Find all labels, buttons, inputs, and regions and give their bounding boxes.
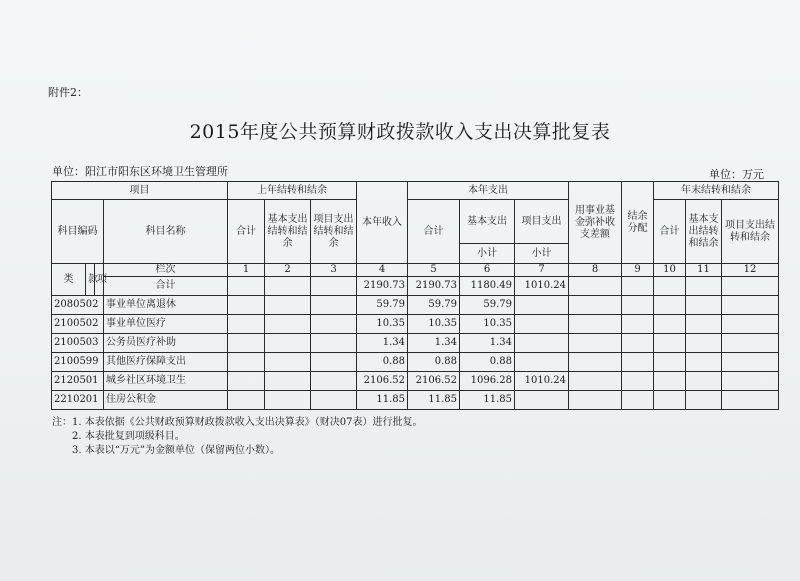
header-prev-year: 上年结转和结余 [228,182,357,200]
table-cell [228,372,265,391]
page-title: 2015年度公共预算财政拨款收入支出决算批复表 [189,121,611,143]
subject-code: 2210201 [52,391,104,410]
table-row [52,296,779,315]
table-cell [569,391,622,410]
table-cell: 1180.49 [460,277,515,296]
approval-table [51,181,779,410]
table-row [52,315,779,334]
table-cell: 1010.24 [515,372,569,391]
subject-name: 其他医疗保障支出 [104,353,228,372]
header-prev-project: 项目支出结转和结余 [311,200,357,264]
table-cell [722,296,779,315]
table-cell [722,372,779,391]
table-cell: 10.35 [357,315,408,334]
header-end-basic: 基本支出结转和结余 [686,200,722,264]
table-cell [228,296,265,315]
table-cell [654,296,686,315]
header-exp-total: 合计 [408,200,460,264]
table-cell: 2106.52 [408,372,460,391]
header-year-end: 年末结转和结余 [654,182,779,200]
table-row [52,391,779,410]
table-cell [686,296,722,315]
header-project-exp: 项目支出 [515,200,569,244]
header-surplus: 结余分配 [622,182,654,264]
table-cell [654,353,686,372]
table-cell [228,353,265,372]
table-cell [722,315,779,334]
table-cell [622,334,654,353]
header-name: 科目名称 [104,200,228,264]
header-income: 本年收入 [357,182,408,264]
table-cell [515,315,569,334]
table-cell [722,353,779,372]
subject-code: 2100503 [52,334,104,353]
col-number: 6 [460,264,515,277]
subject-name: 事业单位离退休 [104,296,228,315]
table-cell [686,315,722,334]
header-col-no: 栏次 [104,264,228,277]
table-cell [622,353,654,372]
table-cell [622,372,654,391]
table-cell [622,296,654,315]
table-cell: 10.35 [408,315,460,334]
table-cell [654,315,686,334]
table-cell [654,372,686,391]
table-cell: 2106.52 [357,372,408,391]
table-cell: 1.34 [357,334,408,353]
table-cell [622,277,654,296]
table-cell [265,353,311,372]
table-cell: 10.35 [460,315,515,334]
note-line: 注：1. 本表依据《公共财政预算财政拨款收入支出决算表》（财决07表）进行批复。 [52,417,423,428]
header-prev-total: 合计 [228,200,265,264]
notes-block [52,416,422,458]
table-cell [228,315,265,334]
table-cell [686,353,722,372]
col-number: 9 [622,264,654,277]
unit-currency: 单位：万元 [709,168,764,181]
table-cell [311,353,357,372]
table-cell [228,334,265,353]
note-line: 3. 本表以“万元”为金额单位（保留两位小数）。 [72,445,280,456]
col-number: 3 [311,264,357,277]
header-end-total: 合计 [654,200,686,264]
table-cell [228,277,265,296]
table-cell [654,334,686,353]
subject-name: 住房公积金 [104,391,228,410]
header-item: 项目 [52,182,228,200]
attachment-label: 附件2： [48,86,88,99]
table-cell [569,277,622,296]
table-cell [515,334,569,353]
col-number: 4 [357,264,408,277]
col-number: 10 [654,264,686,277]
table-cell [686,391,722,410]
table-cell [311,315,357,334]
table-cell [265,391,311,410]
table-cell: 0.88 [460,353,515,372]
table-cell [569,315,622,334]
col-number: 8 [569,264,622,277]
table-cell [515,296,569,315]
col-number: 12 [722,264,779,277]
col-number: 2 [265,264,311,277]
table-cell [686,277,722,296]
header-kuan: 款 [86,264,95,296]
table-cell: 2190.73 [408,277,460,296]
subject-name: 公务员医疗补助 [104,334,228,353]
table-cell [265,296,311,315]
table-cell: 2190.73 [357,277,408,296]
col-number: 1 [228,264,265,277]
table-cell [265,372,311,391]
subject-code: 2100599 [52,353,104,372]
table-cell: 11.85 [357,391,408,410]
table-row [52,334,779,353]
subject-code: 2120501 [52,372,104,391]
table-cell [515,391,569,410]
table-cell [311,277,357,296]
table-cell: 1.34 [408,334,460,353]
table-cell [311,372,357,391]
header-basic-exp: 基本支出 [460,200,515,244]
table-cell [569,296,622,315]
table-row [52,372,779,391]
table-cell: 1010.24 [515,277,569,296]
table-cell [686,372,722,391]
table-cell: 59.79 [460,296,515,315]
table-cell [622,391,654,410]
table-cell [686,334,722,353]
table-cell [622,315,654,334]
table-cell [722,277,779,296]
subject-code: 2080502 [52,296,104,315]
table-cell [265,277,311,296]
subject-name: 城乡社区环境卫生 [104,372,228,391]
table-cell [311,391,357,410]
subject-name: 事业单位医疗 [104,315,228,334]
header-class: 类 [52,264,86,296]
note-line: 2. 本表批复到项级科目。 [72,431,185,442]
header-use-fund: 用事业基金弥补收支差额 [569,182,622,264]
table-cell [722,391,779,410]
summary-row [52,277,779,296]
col-number: 7 [515,264,569,277]
table-cell: 59.79 [408,296,460,315]
header-project-subtotal: 小计 [515,244,569,264]
subject-code: 2100502 [52,315,104,334]
col-number: 5 [408,264,460,277]
table-cell [722,334,779,353]
table-cell: 11.85 [460,391,515,410]
col-number: 11 [686,264,722,277]
table-cell [265,334,311,353]
table-cell: 0.88 [408,353,460,372]
header-xiang: 项 [95,264,104,296]
unit-organization: 单位：阳江市阳东区环境卫生管理所 [52,165,228,178]
header-prev-basic: 基本支出结转和结余 [265,200,311,264]
table-cell [569,372,622,391]
table-cell [654,391,686,410]
table-cell [569,334,622,353]
table-cell [654,277,686,296]
table-cell: 1.34 [460,334,515,353]
table-cell [265,315,311,334]
table-cell: 11.85 [408,391,460,410]
header-this-year-expense: 本年支出 [408,182,569,200]
table-cell [228,391,265,410]
table-cell [311,334,357,353]
header-end-project: 项目支出结转和结余 [722,200,779,264]
table-cell [515,353,569,372]
header-code: 科目编码 [52,200,104,264]
summary-label: 合计 [104,277,228,296]
table-cell [311,296,357,315]
table-row [52,353,779,372]
table-cell [569,353,622,372]
header-basic-subtotal: 小计 [460,244,515,264]
table-cell: 0.88 [357,353,408,372]
table-cell: 1096.28 [460,372,515,391]
table-cell: 59.79 [357,296,408,315]
